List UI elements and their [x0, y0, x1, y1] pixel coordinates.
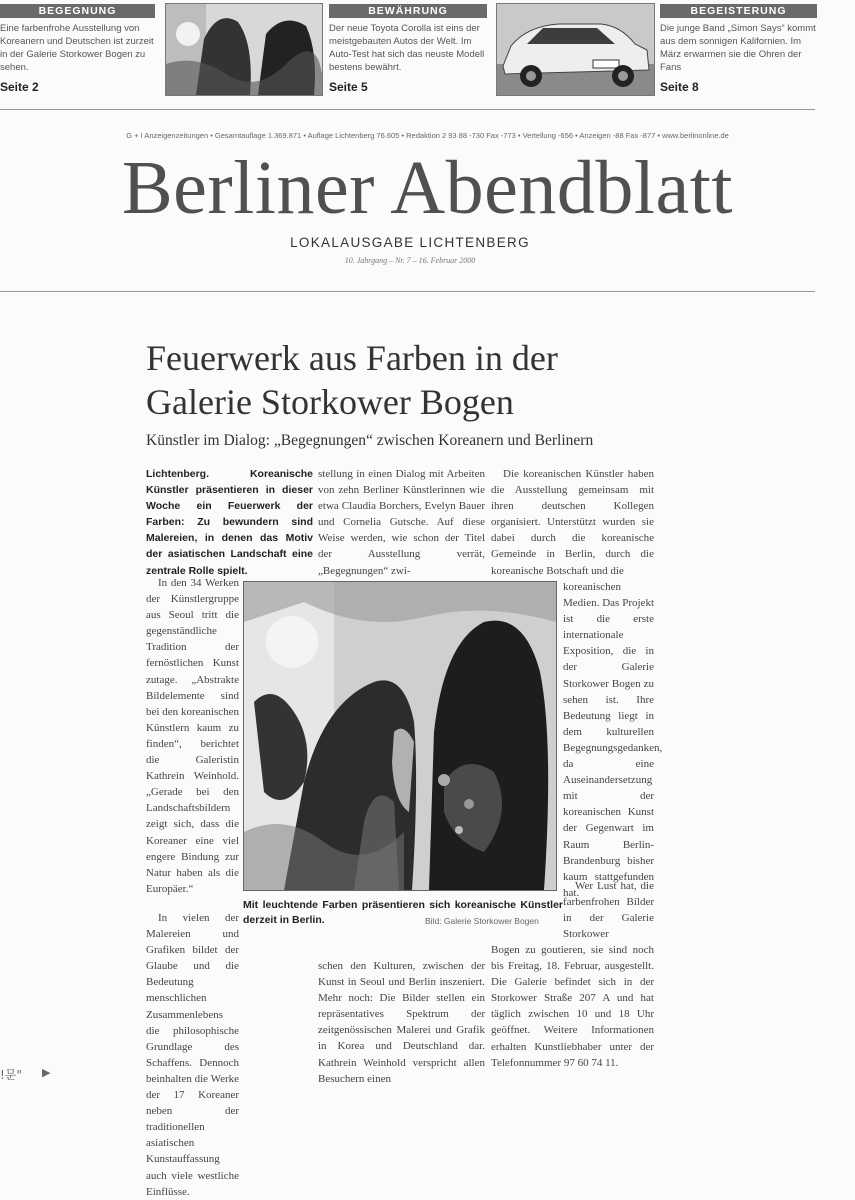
article-col3-wrap2: Wer Lust hat, die farbenfrohen Bilder in der Galerie Storkower: [563, 880, 654, 941]
teaser-text-begegnung: Eine farbenfrohe Ausstellung von Koreanern und Deutschen ist zurzeit in der Galerie Storkower Bogen zu sehen.: [0, 23, 154, 73]
article-deck: Künstler im Dialog: „Begegnungen“ zwischen Koreanern und Berlinern: [146, 432, 594, 449]
divider-masthead: [0, 291, 815, 292]
photo-credit: Bild: Galerie Storkower Bogen: [425, 916, 539, 926]
teaser-text-begeisterung: Die junge Band „Simon Says“ kommt aus dem sonnigen Kalifornien. Im März erwarmen sie die Ohren der Fans: [660, 23, 816, 73]
teaser-label-begegnung: BEGEGNUNG: [0, 4, 155, 18]
article-col3-wrap: koreanischen Medien. Das Projekt ist die erste internationale Exposition, die in der Galerie Storkower Bogen zu sehen ist. Ihre Bedeutung liegt in dem kulturellen Begegnungsgedanken, da eine Auseinandersetzung mit der koreanischen Kunst der Gegenwart im Raum Berlin-Brandenburg bisher kaum stattgefunden hat.: [563, 581, 663, 899]
teaser-label-begeisterung: BEGEISTERUNG: [660, 4, 817, 18]
teaser-text-bewaehrung: Der neue Toyota Corolla ist eins der meistgebauten Autos der Welt. Im Auto-Test hat sich das neuste Modell bestens bewährt.: [329, 23, 485, 73]
article-col3-bottom: Bogen zu goutieren, sie sind noch bis Freitag, 18. Februar, ausgestellt. Die Galerie befindet sich in der Storkower Straße 207 A und hat täglich zwischen 10 und 18 Uhr geöffnet. Weitere Informationen erhalten Kunstliebhaber unter der Telefonnummer 97 60 74 11.: [491, 944, 654, 1069]
teaser-page-bewaehrung[interactable]: Seite 5: [329, 80, 368, 94]
article-col3-top: Die koreanischen Künstler haben die Ausstellung gemeinsam mit ihren deutschen Kollegen organisiert. Unterstützt wurden sie dabei durch die koreanische Gemeinde in Berlin, durch die koreanische Botschaft und die: [491, 468, 654, 577]
corner-text: !문": [0, 1068, 22, 1082]
next-page-arrow-icon[interactable]: ▶: [42, 1066, 51, 1079]
article-col2-bottom: schen den Kulturen, zwischen der Kunst in Seoul und Berlin inszeniert. Mehr noch: Die Bilder stellen ein repräsentatives Spektrum der zeitgenössischen Malerei und Grafik in Korea und Deutschland dar. Kathrein Weinhold verspricht allen Besuchern einen: [318, 960, 485, 1085]
article-col2-top: stellung in einen Dialog mit Arbeiten von zehn Berliner Künstlerinnen wie etwa Claudia Borchers, Evelyn Bauer und Cornelia Gutsche. Auf diese Weise werden, wie schon der Titel der Ausstellung verrät, „Begegnungen“ zwi-: [318, 468, 485, 577]
divider-top: [0, 109, 815, 110]
article-headline-line-2: Galerie Storkower Bogen: [146, 382, 514, 422]
article-photo: [243, 581, 557, 891]
teaser-label-bewaehrung: BEWÄHRUNG: [329, 4, 487, 18]
teaser-photo-car: [496, 3, 655, 96]
article-lead: Lichtenberg. Koreanische Künstler präsentieren in dieser Woche ein Feuerwerk der Farben: Zu bewundern sind Malereien, in denen das Motiv der asiatischen Landschaft eine zentrale Rolle spielt.: [146, 468, 313, 577]
masthead-dateline: 10. Jahrgang – Nr. 7 – 16. Februar 2000: [344, 256, 476, 265]
article-headline: [146, 336, 706, 424]
masthead-subtitle: LOKALAUSGABE LICHTENBERG: [290, 235, 530, 250]
teaser-page-begeisterung[interactable]: Seite 8: [660, 80, 699, 94]
masthead-title: Berliner Abendblatt: [121, 146, 733, 230]
teaser-page-begegnung[interactable]: Seite 2: [0, 80, 39, 94]
masthead-info-line: G + I Anzeigenzeitungen • Gesamtauflage 1.369.871 • Auflage Lichtenberg 76.605 • Redaktion 2 93 88 -730 Fax -773 • Vertellung -656 • Anzeigen -88 Fax -877 • www.berlinonline.de: [126, 131, 729, 140]
photo-caption: Mit leuchtende Farben präsentieren sich koreanische Künstler derzeit in Berlin.: [243, 899, 563, 926]
article-headline-line-1: Feuerwerk aus Farben in der: [146, 338, 558, 378]
teaser-photo-painting: [165, 3, 323, 96]
article-col1-wrap2: In vielen der Malereien und Grafiken bildet der Glaube und die Bedeutung menschlichen Zusammenlebens die philosophische Grundlage des Schaffens. Dennoch beinhalten die Werke der 17 Koreaner neben der traditionellen asiatischen Kunstauffassung auch viele westliche Einflüsse.: [146, 912, 239, 1198]
article-col1-wrap: In den 34 Werken der Künstlergruppe aus Seoul tritt die gegenständliche Tradition der fernöstlichen Kunst zutage. „Abstrakte Bildelemente sind bei den koreanischen Künstlern kaum zu finden“, berichtet die Galeristin Kathrein Weinhold. „Gerade bei den Landschaftsbildern zeigt sich, dass die Koreaner eine viel engere Bindung zur Natur haben als die Europäer.“: [146, 577, 239, 895]
